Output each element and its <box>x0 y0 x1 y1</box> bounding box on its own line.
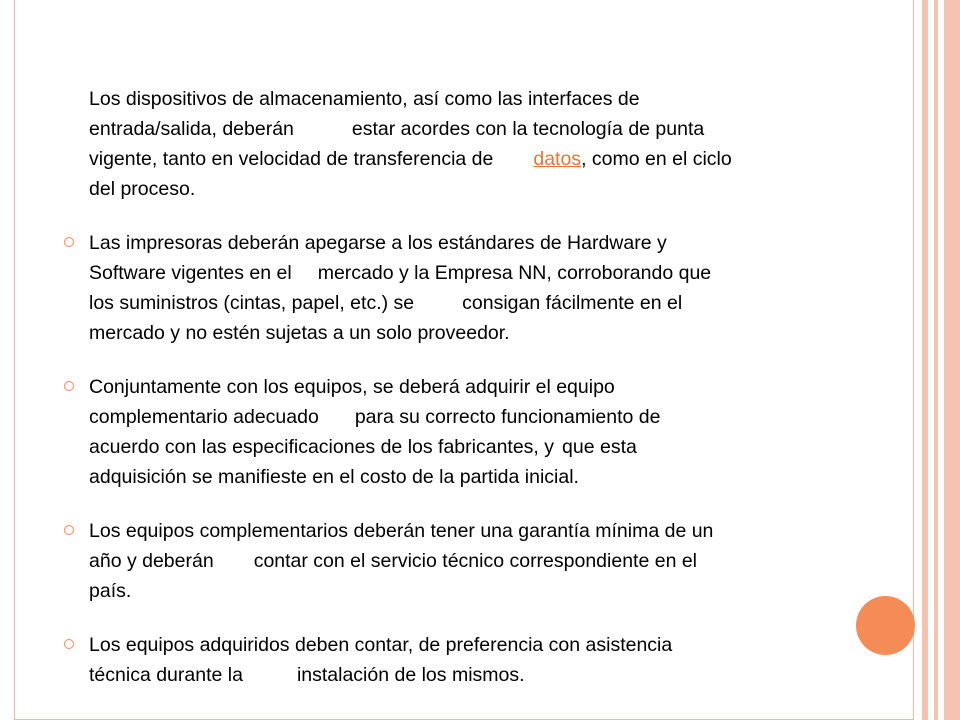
paragraph-storage-devices <box>58 84 828 204</box>
accent-circle <box>856 596 915 655</box>
circle-bullet-icon <box>64 237 74 247</box>
text-fragment: para su correcto funcionamiento de <box>354 406 661 428</box>
datos-link[interactable]: datos <box>533 148 582 170</box>
text-line: Los equipos complementarios deberán tener una garantía mínima de un <box>89 520 714 542</box>
text-line <box>89 546 828 576</box>
text-fragment: contar con el servicio técnico correspondiente en el <box>253 550 698 572</box>
text-line: Los equipos adquiridos deben contar, de preferencia con asistencia <box>89 634 673 656</box>
text-line: Los dispositivos de almacenamiento, así como las interfaces de <box>89 88 640 110</box>
text-line <box>89 432 828 462</box>
text-fragment: acuerdo con las especificaciones de los fabricantes, y <box>89 436 555 458</box>
stripe <box>944 0 960 720</box>
text-line <box>89 144 828 174</box>
text-line: mercado y no estén sujetas a un solo proveedor. <box>89 322 510 344</box>
text-fragment: , como en el ciclo <box>581 148 732 170</box>
text-fragment: vigente, tanto en velocidad de transferencia de <box>89 148 494 170</box>
text-line: país. <box>89 580 132 602</box>
text-line <box>89 402 828 432</box>
text-fragment: año y deberán <box>89 550 214 572</box>
decorative-stripes <box>922 0 960 720</box>
slide-body <box>58 84 828 714</box>
stripe <box>934 0 938 720</box>
text-line <box>89 288 828 318</box>
paragraph-complementary-equipment <box>58 372 828 492</box>
circle-bullet-icon <box>64 525 74 535</box>
text-fragment: que esta <box>562 436 637 458</box>
text-fragment: técnica durante la <box>89 664 243 686</box>
paragraph-printers <box>58 228 828 348</box>
paragraph-technical-assistance <box>58 630 828 690</box>
text-fragment: consigan fácilmente en el <box>462 292 683 314</box>
text-fragment: estar acordes con la tecnología de punta <box>351 118 705 140</box>
paragraph-warranty <box>58 516 828 606</box>
text-fragment: instalación de los mismos. <box>296 664 525 686</box>
text-line <box>89 114 828 144</box>
text-line: adquisición se manifieste en el costo de la partida inicial. <box>89 466 579 488</box>
text-line <box>89 660 828 690</box>
text-line: Las impresoras deberán apegarse a los estándares de Hardware y <box>89 232 667 254</box>
circle-bullet-icon <box>64 381 74 391</box>
text-line <box>89 258 828 288</box>
text-fragment: Software vigentes en el <box>89 262 292 284</box>
text-fragment: entrada/salida, deberán <box>89 118 294 140</box>
text-fragment: los suministros (cintas, papel, etc.) se <box>89 292 415 314</box>
text-line: del proceso. <box>89 178 196 200</box>
text-fragment: complementario adecuado <box>89 406 319 428</box>
stripe <box>922 0 928 720</box>
text-line: Conjuntamente con los equipos, se deberá adquirir el equipo <box>89 376 615 398</box>
text-fragment: mercado y la Empresa NN, corroborando que <box>317 262 712 284</box>
circle-bullet-icon <box>64 639 74 649</box>
